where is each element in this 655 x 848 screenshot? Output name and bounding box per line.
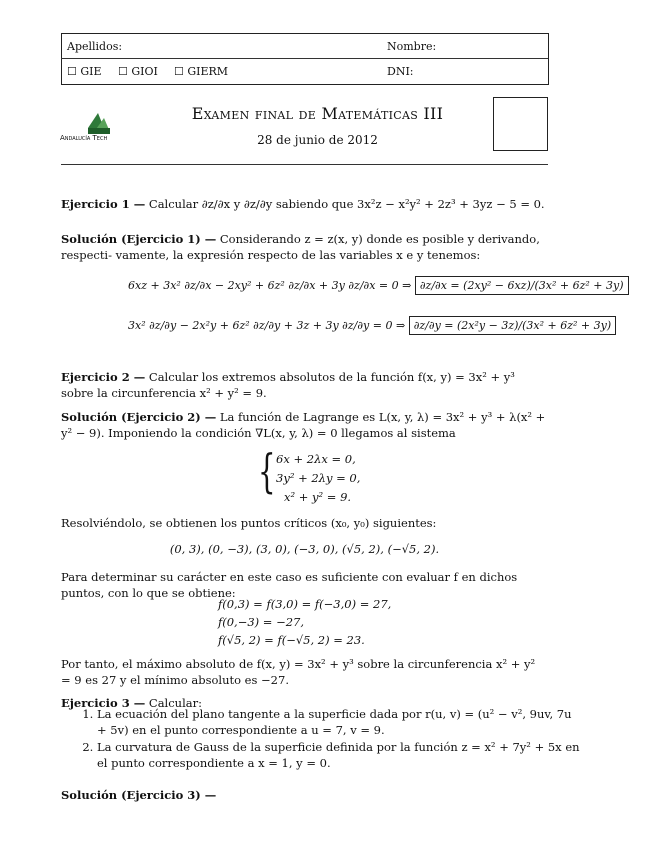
solution-2-text1: La función de Lagrange es L(x, y, λ) = 3x² + y³ + λ(x² + y² − 9). Imponiendo la condición ∇L(x, y, λ) = 0 llegamos al sistema bbox=[61, 410, 546, 440]
exercise-2-label: Ejercicio 2 — bbox=[61, 370, 146, 384]
solution-2-text2: Resolviéndolo, se obtienen los puntos críticos (x₀, y₀) siguientes: bbox=[61, 516, 437, 530]
program-gie[interactable]: ☐ GIE bbox=[67, 65, 102, 78]
apellidos-label: Apellidos: bbox=[67, 40, 123, 53]
program-gioi[interactable]: ☐ GIOI bbox=[118, 65, 158, 78]
exercise-3-label: Ejercicio 3 — bbox=[61, 696, 146, 710]
exam-title: Examen final de Matemáticas III bbox=[191, 104, 444, 123]
exercise-3-list bbox=[61, 707, 584, 773]
grade-box bbox=[493, 97, 548, 151]
solution-2-intro bbox=[61, 410, 548, 441]
header-divider bbox=[61, 58, 548, 59]
eq1-left: 6xz + 3x² ∂z/∂x − 2xy² + 6z² ∂z/∂x + 3y ∂z/∂x = 0 ⇒ bbox=[128, 279, 412, 292]
andalucia-tech-logo bbox=[60, 108, 140, 148]
solution-1 bbox=[61, 232, 548, 263]
eq2-left: 3x² ∂z/∂y − 2x²y + 6z² ∂z/∂y + 3z + 3y ∂z/∂y = 0 ⇒ bbox=[128, 319, 406, 332]
solution-1-equation-1 bbox=[128, 276, 624, 295]
program-gierm[interactable]: ☐ GIERM bbox=[174, 65, 229, 78]
exercise-1-label: Ejercicio 1 — bbox=[61, 197, 146, 211]
eq2-box: ∂z/∂y = (2x²y − 3z)/(3x² + 6z² + 3y) bbox=[413, 319, 612, 332]
exercise-1 bbox=[61, 197, 548, 211]
eq1-result-box bbox=[415, 276, 629, 295]
system-eq-1: 6x + 2λx = 0, bbox=[276, 452, 356, 466]
lagrange-system bbox=[258, 444, 408, 508]
eq1-box: ∂z/∂x = (2xy² − 6xz)/(3x² + 6z² + 3y) bbox=[419, 279, 624, 292]
logo-text: Andalucía Tech bbox=[60, 134, 108, 142]
andalucia-tech-logo-icon bbox=[60, 108, 140, 148]
eq2-result-box bbox=[409, 316, 616, 335]
value-line-3: f(√5, 2) = f(−√5, 2) = 23. bbox=[218, 632, 365, 647]
system-brace: { bbox=[258, 444, 276, 498]
solution-1-text: Considerando z = z(x, y) donde es posible y derivando, respecti- vamente, la expresión respecto de las variables x e y tenemos: bbox=[61, 232, 540, 262]
exercise-3-intro: Calcular: bbox=[148, 696, 202, 710]
solution-3-label: Solución (Ejercicio 3) — bbox=[61, 788, 217, 802]
solution-2-label: Solución (Ejercicio 2) — bbox=[61, 410, 217, 424]
system-eq-2: 3y² + 2λy = 0, bbox=[276, 471, 361, 485]
function-values bbox=[218, 596, 518, 649]
exercise-1-text: Calcular ∂z/∂x y ∂z/∂y sabiendo que 3x²z − x²y² + 2z³ + 3yz − 5 = 0. bbox=[148, 197, 545, 211]
exercise-2-text: Calcular los extremos absolutos de la función f(x, y) = 3x² + y³ sobre la circunferencia x² + y² = 9. bbox=[61, 370, 515, 400]
dni-label: DNI: bbox=[387, 65, 414, 78]
value-line-2: f(0,−3) = −27, bbox=[218, 614, 305, 629]
exercise-3-item-2: 2. La curvatura de Gauss de la superficie definida por la función z = x² + 7y² + 5x en el punto correspondiente a x = 1, y = 0. bbox=[97, 740, 584, 771]
title-rule bbox=[61, 164, 548, 165]
nombre-label: Nombre: bbox=[387, 40, 437, 53]
solution-1-equation-2 bbox=[128, 316, 612, 335]
solution-1-label: Solución (Ejercicio 1) — bbox=[61, 232, 217, 246]
exercise-3-item-1: 1. La ecuación del plano tangente a la superficie dada por r(u, v) = (u² − v², 9uv, 7u + 5v) en el punto correspondiente a u = 7, v = 9. bbox=[97, 707, 584, 738]
critical-points: (0, 3), (0, −3), (3, 0), (−3, 0), (√5, 2), (−√5, 2). bbox=[169, 542, 440, 556]
solution-2-text3: Para determinar su carácter en este caso es suficiente con evaluar f en dichos puntos, con lo que se obtiene: bbox=[61, 570, 518, 600]
exercise-2 bbox=[61, 370, 548, 401]
solution-2-conclusion: Por tanto, el máximo absoluto de f(x, y) = 3x² + y³ sobre la circunferencia x² + y² = 9 es 27 y el mínimo absoluto es −27. bbox=[61, 657, 536, 687]
value-line-1: f(0,3) = f(3,0) = f(−3,0) = 27, bbox=[218, 597, 392, 611]
exam-date: 28 de junio de 2012 bbox=[257, 133, 378, 147]
system-eq-3: x² + y² = 9. bbox=[284, 490, 352, 504]
